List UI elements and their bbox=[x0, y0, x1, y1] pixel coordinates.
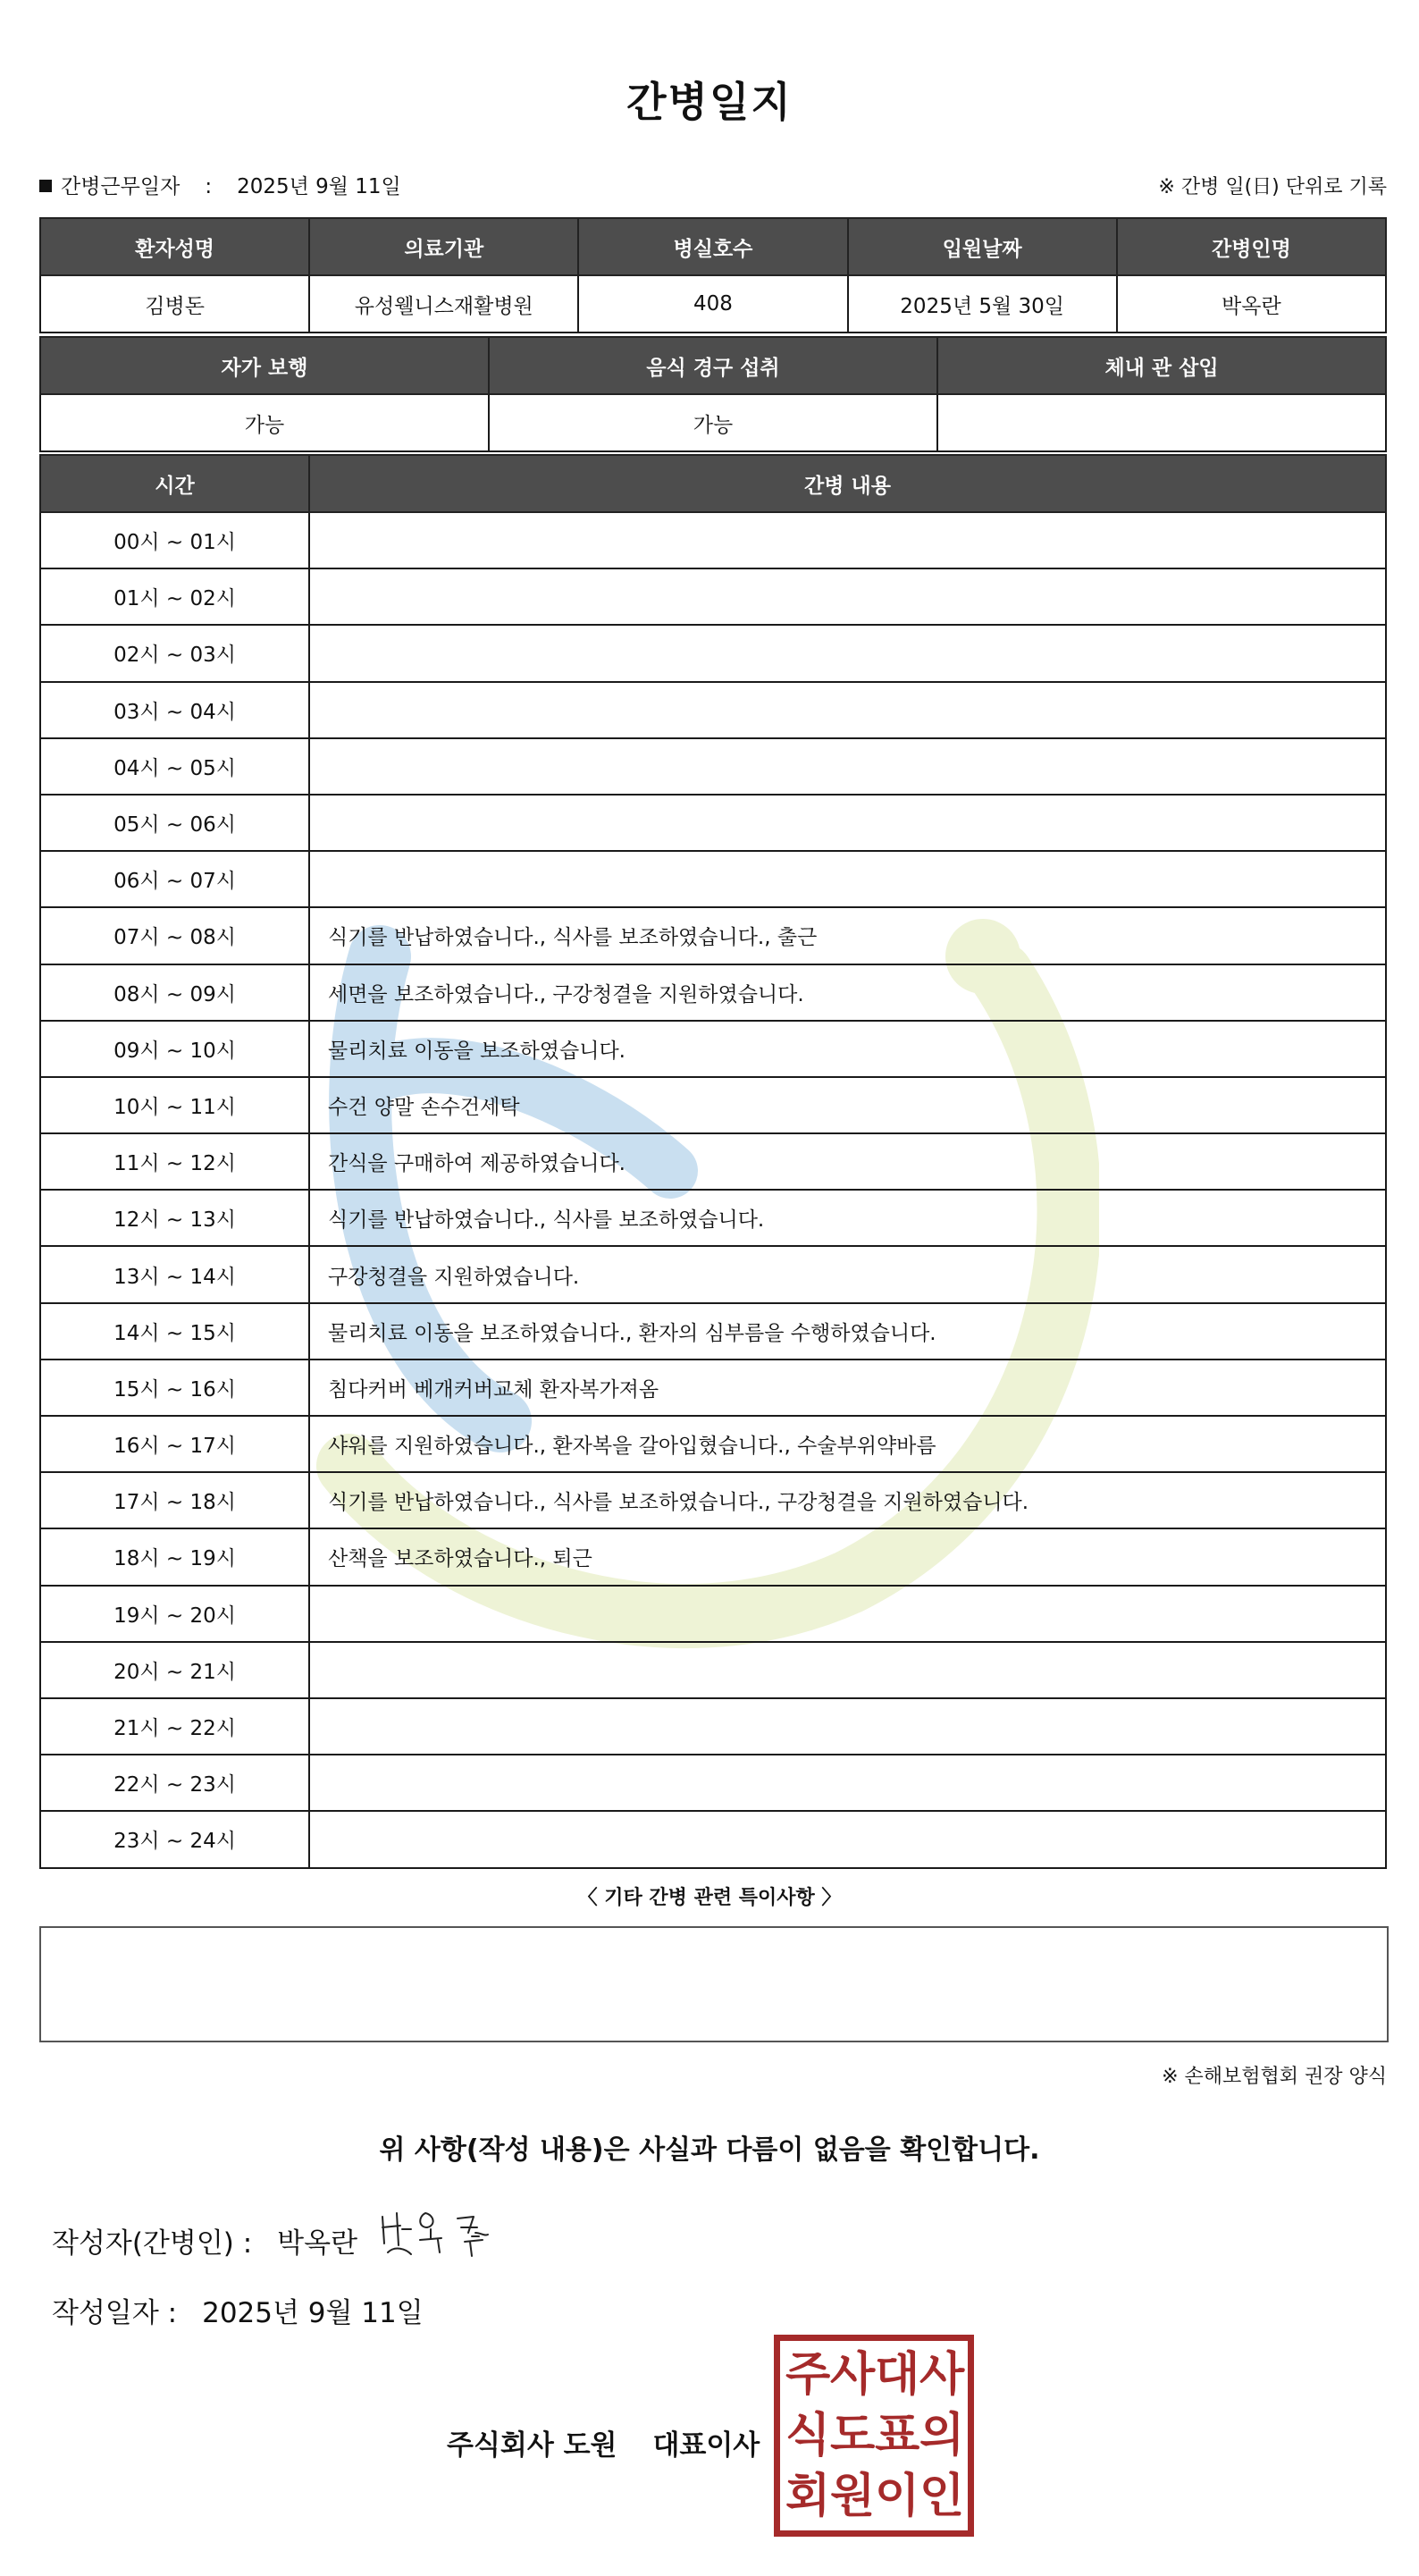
oral-intake-value: 가능 bbox=[489, 394, 937, 451]
care-log-table bbox=[39, 454, 1387, 1869]
time-slot: 06시 ~ 07시 bbox=[40, 851, 309, 907]
table-row bbox=[40, 738, 1386, 795]
care-content bbox=[309, 568, 1386, 625]
care-content bbox=[309, 795, 1386, 851]
table-row bbox=[40, 1472, 1386, 1528]
writer-line bbox=[52, 2220, 357, 2260]
writer-label: 작성자(간병인) : bbox=[52, 2227, 253, 2260]
seal-character: 의 bbox=[919, 2409, 965, 2462]
header-tube-insertion: 체내 관 삽입 bbox=[937, 337, 1386, 394]
header-time: 시간 bbox=[40, 455, 309, 512]
seal-character: 원 bbox=[830, 2470, 876, 2523]
time-slot: 14시 ~ 15시 bbox=[40, 1303, 309, 1360]
table-row bbox=[40, 1190, 1386, 1246]
time-slot: 04시 ~ 05시 bbox=[40, 738, 309, 795]
written-date-label: 작성일자 : bbox=[52, 2297, 178, 2329]
patient-info-table bbox=[39, 217, 1387, 333]
work-date-separator: : bbox=[205, 175, 213, 198]
company-seal-stamp bbox=[774, 2335, 974, 2537]
care-content: 물리치료 이동을 보조하였습니다. bbox=[309, 1021, 1386, 1077]
care-content bbox=[309, 1811, 1386, 1867]
seal-character: 식 bbox=[785, 2409, 831, 2462]
bullet-square-icon bbox=[39, 180, 52, 192]
time-slot: 02시 ~ 03시 bbox=[40, 625, 309, 681]
patient-status-table bbox=[39, 336, 1387, 452]
header-admission-date: 입원날짜 bbox=[848, 218, 1117, 275]
document-title: 간병일지 bbox=[626, 78, 793, 126]
care-content bbox=[309, 1586, 1386, 1642]
care-content: 식기를 반납하였습니다., 식사를 보조하였습니다., 구강청결을 지원하였습니다. bbox=[309, 1472, 1386, 1528]
seal-character: 대 bbox=[875, 2348, 920, 2402]
time-slot: 01시 ~ 02시 bbox=[40, 568, 309, 625]
table-row bbox=[40, 512, 1386, 568]
care-content: 샤워를 지원하였습니다., 환자복을 갈아입혔습니다., 수술부위약바름 bbox=[309, 1416, 1386, 1472]
time-slot: 05시 ~ 06시 bbox=[40, 795, 309, 851]
table-row bbox=[40, 1360, 1386, 1416]
time-slot: 09시 ~ 10시 bbox=[40, 1021, 309, 1077]
care-content bbox=[309, 1698, 1386, 1755]
seal-character: 표 bbox=[875, 2409, 920, 2462]
association-note: ※ 손해보험협회 권장 양식 bbox=[1162, 2066, 1387, 2088]
seal-character: 회 bbox=[785, 2470, 831, 2523]
caregiver-name: 박옥란 bbox=[1117, 275, 1386, 333]
time-slot: 13시 ~ 14시 bbox=[40, 1246, 309, 1302]
care-content: 물리치료 이동을 보조하였습니다., 환자의 심부름을 수행하였습니다. bbox=[309, 1303, 1386, 1360]
care-content bbox=[309, 682, 1386, 738]
extra-notes-box bbox=[39, 1926, 1389, 2042]
care-content: 간식을 구매하여 제공하였습니다. bbox=[309, 1133, 1386, 1190]
header-caregiver-name: 간병인명 bbox=[1117, 218, 1386, 275]
care-content bbox=[309, 512, 1386, 568]
table-row bbox=[40, 1133, 1386, 1190]
table-row bbox=[40, 625, 1386, 681]
table-row bbox=[40, 907, 1386, 964]
header-oral-intake: 음식 경구 섭취 bbox=[489, 337, 937, 394]
table-row bbox=[40, 851, 1386, 907]
time-slot: 16시 ~ 17시 bbox=[40, 1416, 309, 1472]
time-slot: 00시 ~ 01시 bbox=[40, 512, 309, 568]
work-date-line bbox=[39, 170, 401, 199]
care-content: 산책을 보조하였습니다., 퇴근 bbox=[309, 1528, 1386, 1585]
hospital-name: 유성웰니스재활병원 bbox=[309, 275, 578, 333]
table-row bbox=[40, 1642, 1386, 1698]
time-slot: 22시 ~ 23시 bbox=[40, 1755, 309, 1811]
company-name: 주식회사 도원 bbox=[447, 2429, 617, 2462]
table-row bbox=[40, 1586, 1386, 1642]
time-slot: 21시 ~ 22시 bbox=[40, 1698, 309, 1755]
table-row bbox=[40, 682, 1386, 738]
header-self-walking: 자가 보행 bbox=[40, 337, 489, 394]
time-slot: 03시 ~ 04시 bbox=[40, 682, 309, 738]
tube-insertion-value bbox=[937, 394, 1386, 451]
table-row bbox=[40, 568, 1386, 625]
care-log-body bbox=[40, 512, 1386, 1868]
header-room: 병실호수 bbox=[578, 218, 847, 275]
care-content bbox=[309, 851, 1386, 907]
seal-character: 사 bbox=[830, 2348, 876, 2402]
seal-character: 인 bbox=[919, 2470, 965, 2523]
admission-date: 2025년 5월 30일 bbox=[848, 275, 1117, 333]
seal-character: 도 bbox=[830, 2409, 876, 2462]
confirmation-statement: 위 사항(작성 내용)은 사실과 다름이 없음을 확인합니다. bbox=[379, 2134, 1040, 2166]
table-row bbox=[40, 1303, 1386, 1360]
time-slot: 08시 ~ 09시 bbox=[40, 964, 309, 1021]
care-content bbox=[309, 1755, 1386, 1811]
table-row bbox=[40, 964, 1386, 1021]
table-row bbox=[40, 1077, 1386, 1133]
time-slot: 10시 ~ 11시 bbox=[40, 1077, 309, 1133]
daily-record-note: ※ 간병 일(日) 단위로 기록 bbox=[1158, 176, 1387, 198]
time-slot: 19시 ~ 20시 bbox=[40, 1586, 309, 1642]
room-number: 408 bbox=[578, 275, 847, 333]
table-row bbox=[40, 1416, 1386, 1472]
table-row bbox=[40, 1698, 1386, 1755]
table-row bbox=[40, 1755, 1386, 1811]
patient-name: 김병돈 bbox=[40, 275, 309, 333]
seal-characters bbox=[785, 2344, 964, 2529]
time-slot: 23시 ~ 24시 bbox=[40, 1811, 309, 1867]
writer-name: 박옥란 bbox=[277, 2227, 358, 2260]
care-content: 세면을 보조하였습니다., 구강청결을 지원하였습니다. bbox=[309, 964, 1386, 1021]
company-role: 대표이사 bbox=[652, 2429, 760, 2462]
company-line bbox=[447, 2422, 760, 2462]
table-row bbox=[40, 1246, 1386, 1302]
time-slot: 20시 ~ 21시 bbox=[40, 1642, 309, 1698]
written-date-value: 2025년 9월 11일 bbox=[202, 2297, 424, 2329]
care-content: 구강청결을 지원하였습니다. bbox=[309, 1246, 1386, 1302]
care-content: 수건 양말 손수건세탁 bbox=[309, 1077, 1386, 1133]
header-hospital: 의료기관 bbox=[309, 218, 578, 275]
work-date-value: 2025년 9월 11일 bbox=[237, 175, 401, 198]
seal-character: 주 bbox=[785, 2348, 831, 2402]
seal-character: 사 bbox=[919, 2348, 965, 2402]
extra-notes-title: 〈 기타 간병 관련 특이사항 〉 bbox=[577, 1887, 842, 1909]
time-slot: 11시 ~ 12시 bbox=[40, 1133, 309, 1190]
care-content bbox=[309, 1642, 1386, 1698]
time-slot: 12시 ~ 13시 bbox=[40, 1190, 309, 1246]
time-slot: 17시 ~ 18시 bbox=[40, 1472, 309, 1528]
header-patient-name: 환자성명 bbox=[40, 218, 309, 275]
table-row bbox=[40, 1528, 1386, 1585]
written-date-line bbox=[52, 2290, 424, 2330]
seal-character: 이 bbox=[875, 2470, 920, 2523]
care-content bbox=[309, 625, 1386, 681]
time-slot: 15시 ~ 16시 bbox=[40, 1360, 309, 1416]
care-content: 식기를 반납하였습니다., 식사를 보조하였습니다., 출근 bbox=[309, 907, 1386, 964]
care-content: 침다커버 베개커버교체 환자복가져옴 bbox=[309, 1360, 1386, 1416]
handwritten-signature bbox=[375, 2201, 518, 2263]
table-row bbox=[40, 1021, 1386, 1077]
table-row bbox=[40, 1811, 1386, 1867]
time-slot: 07시 ~ 08시 bbox=[40, 907, 309, 964]
self-walking-value: 가능 bbox=[40, 394, 489, 451]
header-care-content: 간병 내용 bbox=[309, 455, 1386, 512]
time-slot: 18시 ~ 19시 bbox=[40, 1528, 309, 1585]
care-content: 식기를 반납하였습니다., 식사를 보조하였습니다. bbox=[309, 1190, 1386, 1246]
care-content bbox=[309, 738, 1386, 795]
work-date-label: 간병근무일자 bbox=[61, 175, 181, 198]
table-row bbox=[40, 795, 1386, 851]
